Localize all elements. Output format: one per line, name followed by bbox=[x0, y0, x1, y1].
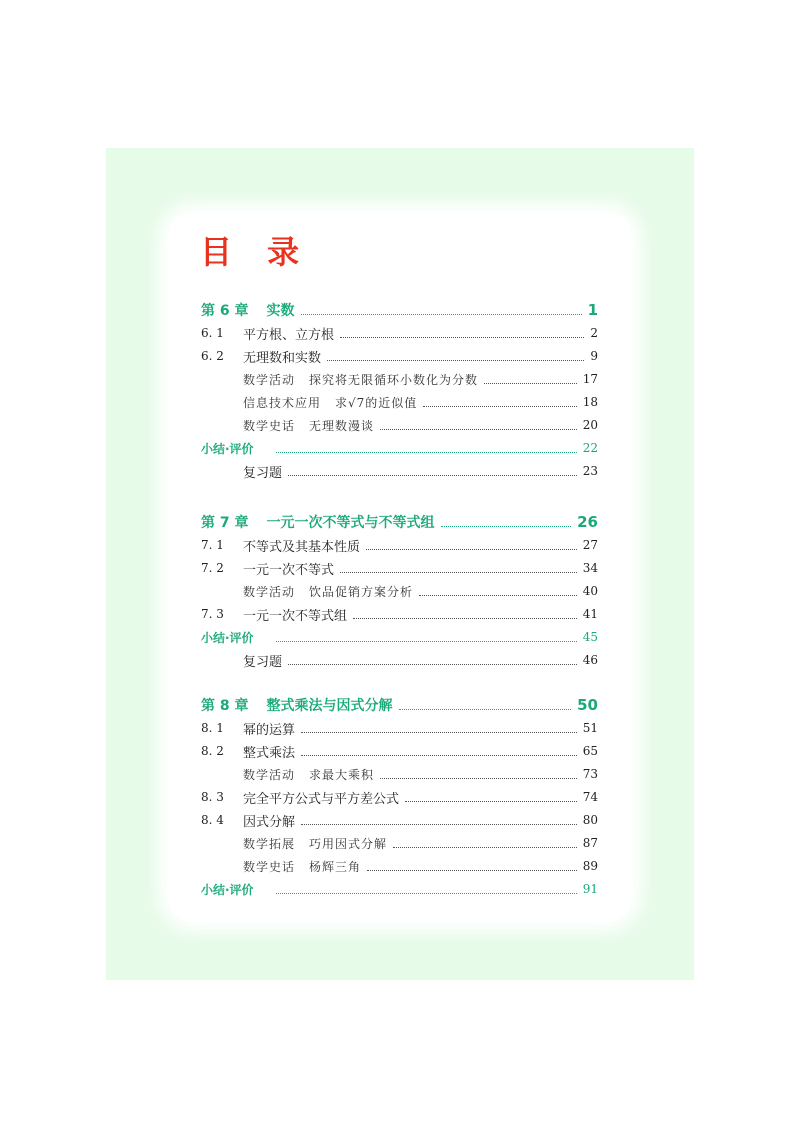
chapter-number: 第 8 章 bbox=[201, 698, 249, 714]
toc-entry-sub[interactable] bbox=[201, 763, 598, 785]
leader-dots bbox=[441, 526, 572, 527]
leader-dots bbox=[423, 406, 576, 407]
toc-entry-section[interactable] bbox=[201, 534, 598, 556]
chapter-number: 第 7 章 bbox=[201, 515, 249, 531]
page-number: 20 bbox=[582, 418, 598, 432]
page-number: 45 bbox=[582, 630, 598, 644]
section-number: 8. 4 bbox=[201, 813, 224, 827]
page-number: 27 bbox=[582, 538, 598, 552]
page-number: 9 bbox=[590, 349, 598, 363]
leader-dots bbox=[419, 595, 577, 596]
chapter-heading[interactable] bbox=[201, 299, 598, 321]
leader-dots bbox=[301, 824, 577, 825]
chapter-heading[interactable] bbox=[201, 511, 598, 533]
feature-title: 求√7的近似值 bbox=[335, 395, 418, 410]
section-number: 6. 2 bbox=[201, 349, 224, 363]
page-number: 26 bbox=[577, 513, 598, 531]
page-number: 22 bbox=[582, 441, 598, 455]
summary-label: 小结·评价 bbox=[201, 630, 254, 645]
leader-dots bbox=[276, 641, 577, 642]
toc-entry-summary[interactable] bbox=[201, 437, 598, 459]
page-number: 18 bbox=[582, 395, 598, 409]
feature-title: 巧用因式分解 bbox=[309, 836, 388, 851]
feature-label: 数学活动 bbox=[243, 767, 296, 782]
leader-dots bbox=[276, 893, 577, 894]
toc-entry-summary[interactable] bbox=[201, 878, 598, 900]
leader-dots bbox=[484, 383, 577, 384]
toc-entry-section[interactable] bbox=[201, 717, 598, 739]
feature-title: 求最大乘积 bbox=[309, 767, 375, 782]
section-title: 不等式及其基本性质 bbox=[243, 539, 361, 555]
toc-entry-section[interactable] bbox=[201, 603, 598, 625]
toc-entry-section[interactable] bbox=[201, 786, 598, 808]
page-number: 2 bbox=[590, 326, 598, 340]
toc-entry-sub[interactable] bbox=[201, 368, 598, 390]
page-number: 41 bbox=[582, 607, 598, 621]
section-number: 7. 3 bbox=[201, 607, 224, 621]
page-number: 80 bbox=[582, 813, 598, 827]
leader-dots bbox=[405, 801, 577, 802]
section-title: 平方根、立方根 bbox=[243, 327, 335, 343]
leader-dots bbox=[301, 314, 582, 315]
feature-label: 数学拓展 bbox=[243, 836, 296, 851]
page-number: 40 bbox=[582, 584, 598, 598]
toc-entry-section[interactable] bbox=[201, 740, 598, 762]
summary-label: 小结·评价 bbox=[201, 441, 254, 456]
section-title: 一元一次不等式 bbox=[243, 562, 335, 578]
feature-label: 数学史话 bbox=[243, 418, 296, 433]
page-number: 46 bbox=[582, 653, 598, 667]
leader-dots bbox=[327, 360, 584, 361]
toc-entry-section[interactable] bbox=[201, 345, 598, 367]
section-number: 6. 1 bbox=[201, 326, 224, 340]
leader-dots bbox=[380, 429, 577, 430]
toc-entry-sub[interactable] bbox=[201, 414, 598, 436]
feature-title: 无理数漫谈 bbox=[309, 418, 375, 433]
section-title: 无理数和实数 bbox=[243, 350, 322, 366]
leader-dots bbox=[353, 618, 577, 619]
toc-entry-summary[interactable] bbox=[201, 626, 598, 648]
review-label: 复习题 bbox=[243, 654, 283, 670]
section-title: 一元一次不等式组 bbox=[243, 608, 348, 624]
section-number: 8. 3 bbox=[201, 790, 224, 804]
toc-entry-sub[interactable] bbox=[201, 391, 598, 413]
section-title: 幂的运算 bbox=[243, 722, 296, 738]
page-number: 50 bbox=[577, 696, 598, 714]
leader-dots bbox=[393, 847, 577, 848]
toc-entry-section[interactable] bbox=[201, 322, 598, 344]
leader-dots bbox=[366, 549, 577, 550]
feature-label: 数学活动 bbox=[243, 584, 296, 599]
page-number: 17 bbox=[582, 372, 598, 386]
page-number: 65 bbox=[582, 744, 598, 758]
page-number: 89 bbox=[582, 859, 598, 873]
chapter-title: 整式乘法与因式分解 bbox=[266, 698, 393, 714]
page-number: 87 bbox=[582, 836, 598, 850]
section-number: 8. 2 bbox=[201, 744, 224, 758]
leader-dots bbox=[399, 709, 572, 710]
page-number: 34 bbox=[582, 561, 598, 575]
leader-dots bbox=[276, 452, 577, 453]
section-title: 因式分解 bbox=[243, 814, 296, 830]
toc-entry-plain[interactable] bbox=[201, 649, 598, 671]
leader-dots bbox=[301, 755, 577, 756]
feature-label: 数学史话 bbox=[243, 859, 296, 874]
leader-dots bbox=[340, 572, 577, 573]
toc-entry-sub[interactable] bbox=[201, 832, 598, 854]
feature-title: 探究将无限循环小数化为分数 bbox=[309, 372, 479, 387]
chapter-title: 实数 bbox=[266, 303, 295, 319]
review-label: 复习题 bbox=[243, 465, 283, 481]
leader-dots bbox=[288, 664, 577, 665]
leader-dots bbox=[367, 870, 577, 871]
feature-title: 杨辉三角 bbox=[309, 859, 362, 874]
chapter-title: 一元一次不等式与不等式组 bbox=[266, 515, 435, 531]
toc-entry-sub[interactable] bbox=[201, 855, 598, 877]
feature-title: 饮品促销方案分析 bbox=[309, 584, 414, 599]
chapter-number: 第 6 章 bbox=[201, 303, 249, 319]
section-title: 整式乘法 bbox=[243, 745, 296, 761]
feature-label: 数学活动 bbox=[243, 372, 296, 387]
page-number: 23 bbox=[582, 464, 598, 478]
page-title: 目 录 bbox=[200, 233, 312, 271]
toc-entry-sub[interactable] bbox=[201, 580, 598, 602]
page-number: 1 bbox=[587, 301, 598, 319]
toc-entry-plain[interactable] bbox=[201, 460, 598, 482]
chapter-heading[interactable] bbox=[201, 694, 598, 716]
toc-entry-section[interactable] bbox=[201, 557, 598, 579]
toc-entry-section[interactable] bbox=[201, 809, 598, 831]
section-number: 8. 1 bbox=[201, 721, 224, 735]
leader-dots bbox=[301, 732, 577, 733]
leader-dots bbox=[380, 778, 577, 779]
section-number: 7. 1 bbox=[201, 538, 224, 552]
section-number: 7. 2 bbox=[201, 561, 224, 575]
page-number: 74 bbox=[582, 790, 598, 804]
leader-dots bbox=[340, 337, 584, 338]
page-number: 91 bbox=[582, 882, 598, 896]
page-number: 51 bbox=[582, 721, 598, 735]
summary-label: 小结·评价 bbox=[201, 882, 254, 897]
leader-dots bbox=[288, 475, 577, 476]
section-title: 完全平方公式与平方差公式 bbox=[243, 791, 400, 807]
feature-label: 信息技术应用 bbox=[243, 395, 322, 410]
page-number: 73 bbox=[582, 767, 598, 781]
